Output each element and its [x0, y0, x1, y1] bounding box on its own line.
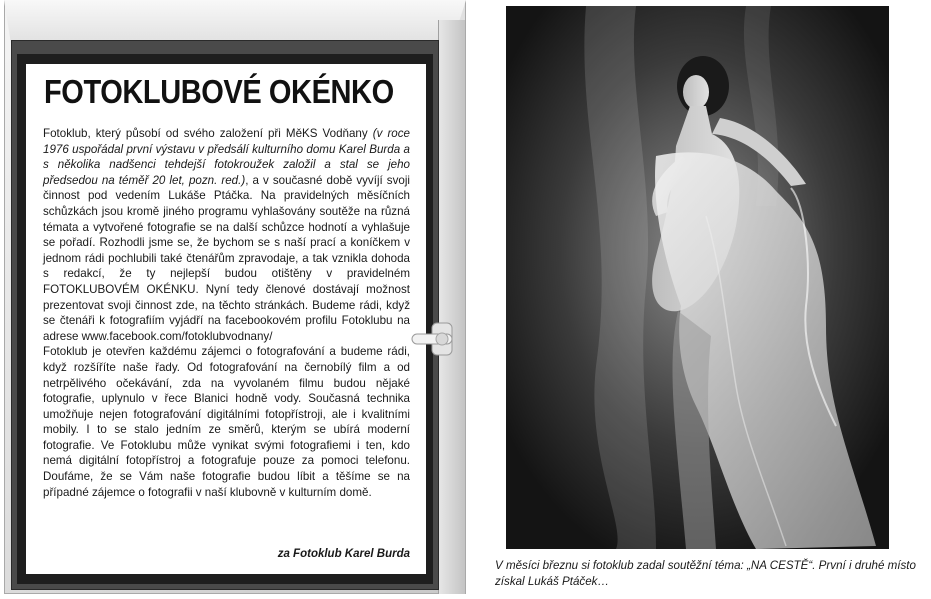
article-paragraph-1 — [43, 126, 410, 344]
article-title: FOTOKLUBOVÉ OKÉNKO — [44, 73, 394, 110]
article-editor-note: (v roce 1976 uspořádal první výstavu v předsálí kulturního domu Karel Burda a s několika nadšenci tehdejší fotokroužek založil a stal se jeho předsedou na téměř 20 let, pozn. red.) — [43, 127, 411, 187]
article-paragraph-1-start: Fotoklub, který působí od svého založení při MěKS Vodňany — [43, 127, 373, 140]
article-body — [43, 126, 410, 500]
article-paragraph-2: Fotoklub je otevřen každému zájemci o fotografování a budeme rádi, když rozšíříte naše řady. Od fotografování na černobílý film a od netrpělivého očekávání, zda na vyvolaném filmu budou nějaké fotografie, uplynulo v řece Blanici hodně vody. Současná technika umožňuje nejen fotografování digitálními fotopřístroji, ale i kvalitními mobily. I to se stalo jedním ze směrů, kterým se ubírá moderní fotografie. Ve Fotoklubu může vynikat svými fotografiemi i ten, kdo nemá digitální fotopřístroj a fotografuje pouze za pomoci telefonu. Doufáme, že se Vám naše fotografie budou líbit a těšíme se na případné zájemce o fotografii v naší klubovně v kulturním domě. — [43, 345, 410, 499]
photo-illustration — [506, 6, 889, 549]
window-frame-rail — [438, 20, 465, 594]
photo-caption: V měsíci březnu si fotoklub zadal soutěžní téma: „NA CESTĚ“. První i druhé místo získal Lukáš Ptáček… — [495, 559, 916, 588]
article-paragraph-1-end: , a v současné době vyvíjí svoji činnost pod vedením Lukáše Ptáčka. Na pravidelných měsíčních schůzkách jsou kromě jiného programu vyhlašovány soutěže na různá témata a vytvořené fotografie se na další schůzce hodnotí a vyhlašuje se pořadí. Rozhodli jsme se, že bychom se s naší prací a koníčkem v jednom rádi pochlubili také čtenářům zpravodaje, a tak vznikla dohoda s redakcí, že ty nejlepší budou otištěny v pravidelném FOTOKLUBOVÉM OKÉNKU. Nyní tedy členové dostávají možnost prezentovat svoji činnost zde, na těchto stránkách. Budeme rádi, když se čtenáři k fotografiím vyjádří na facebookovém profilu Fotoklubu na adrese www.facebook.com/fotoklubvodnany/ — [43, 173, 410, 343]
competition-photo — [506, 6, 889, 549]
article-signature: za Fotoklub Karel Burda — [277, 548, 410, 560]
window-handle-icon — [410, 322, 464, 356]
